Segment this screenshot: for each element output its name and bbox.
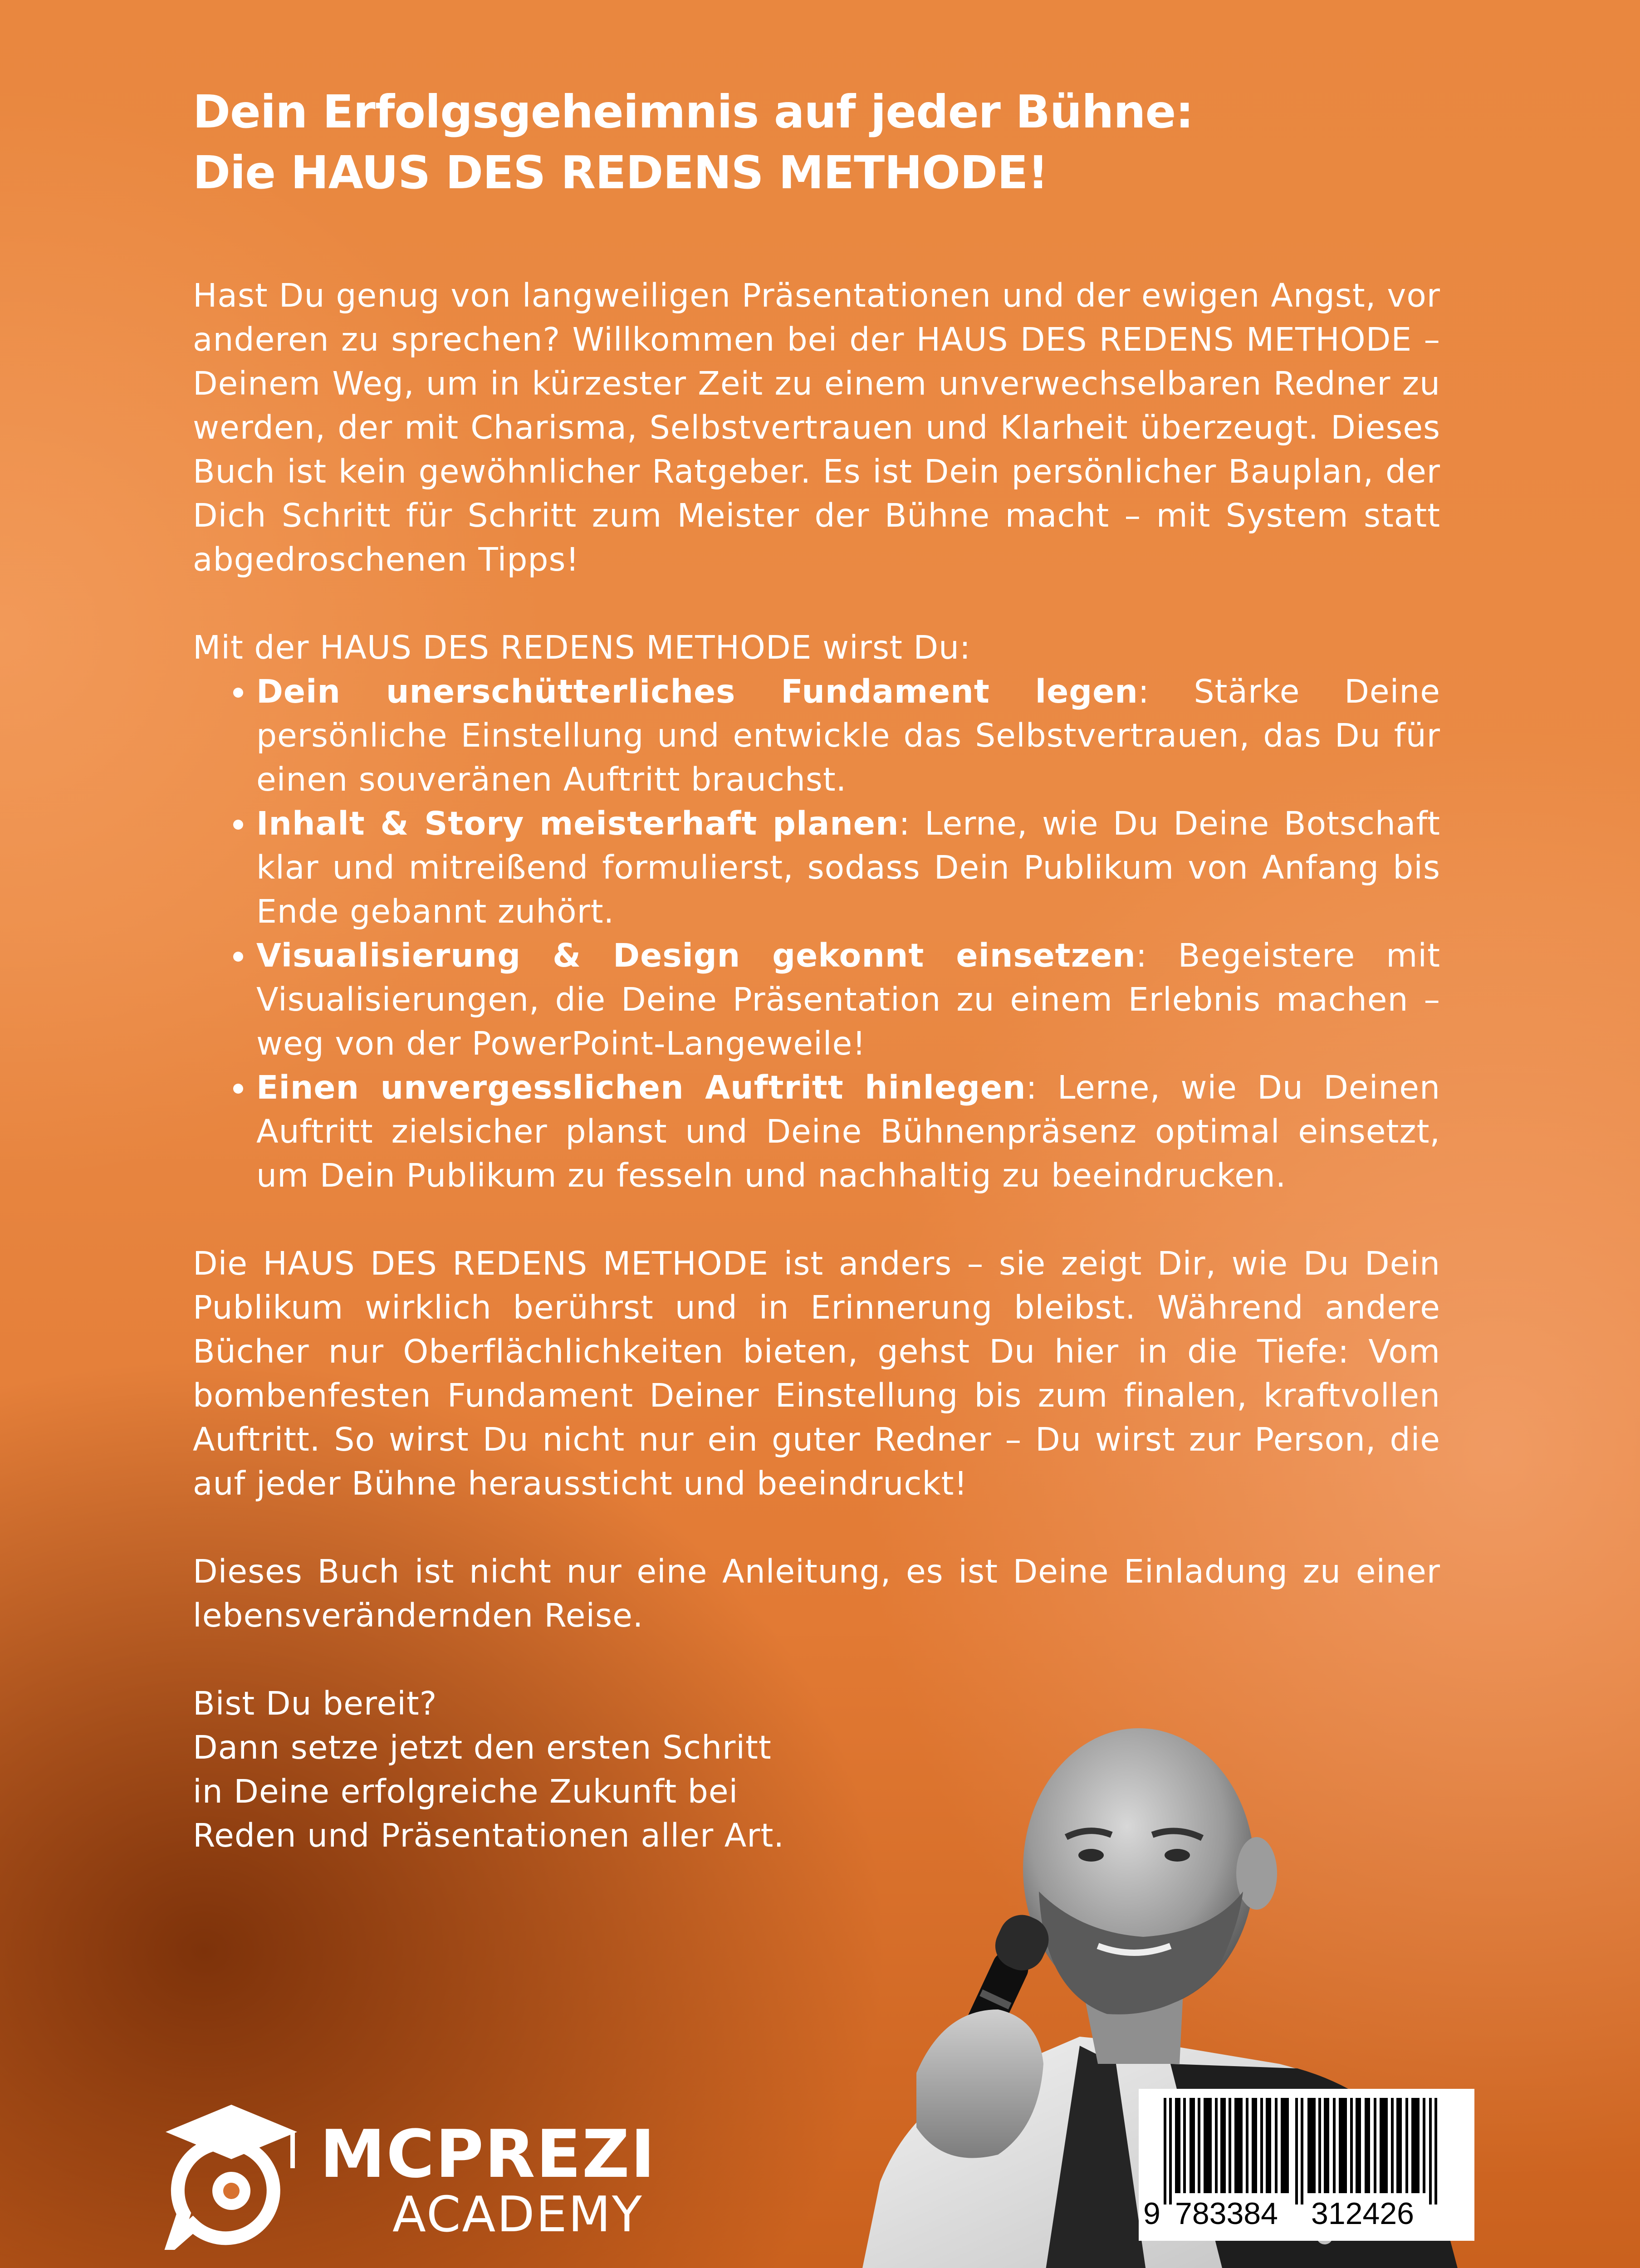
feature-text: : Stärke Deine persönliche Einstellung und entwickle das Selbstvertrauen, das Du für einen souveränen Auftritt brauchst.	[256, 673, 1440, 798]
difference-paragraph: Die HAUS DES REDENS METHODE ist anders – sie zeigt Dir, wie Du Dein Publikum wirklich berührst und in Erinnerung bleibst. Während andere Bücher nur Oberflächlichkeiten bieten, gehst Du hier in die Tiefe: Vom bombenfesten Fundament Deiner Einstellung bis zum finalen, kraftvollen Auftritt. So wirst Du nicht nur ein guter Redner – Du wirst zur Person, die auf jeder Bühne heraussticht und beeindruckt!	[193, 1245, 1440, 1502]
feature-title: Inhalt & Story meisterhaft planen	[256, 805, 899, 842]
feature-text: : Lerne, wie Du Deine Botschaft klar und mitreißend formulierst, sodass Dein Publikum von Anfang bis Ende gebannt zuhört.	[256, 805, 1440, 930]
closing-line-2: Dann setze jetzt den ersten Schritt	[193, 1729, 772, 1766]
barcode-group-2: 312426	[1311, 2196, 1414, 2231]
closing-line-4: Reden und Präsentationen aller Art.	[193, 1817, 784, 1854]
barcode-digits	[1143, 2195, 1470, 2232]
graduation-cap-speech-icon	[157, 2100, 306, 2250]
headline-line-2: Die HAUS DES REDENS METHODE!	[193, 146, 1048, 199]
logo-name: MCPREZI	[320, 2116, 656, 2193]
feature-title: Visualisierung & Design gekonnt einsetzen	[256, 937, 1136, 974]
closing-line-1: Bist Du bereit?	[193, 1685, 437, 1722]
feature-item	[256, 670, 1440, 802]
closing-line-3: in Deine erfolgreiche Zukunft bei	[193, 1773, 739, 1810]
feature-item	[256, 934, 1440, 1066]
back-cover-text	[193, 82, 1440, 1857]
list-lead: Mit der HAUS DES REDENS METHODE wirst Du:	[193, 629, 971, 666]
feature-text: : Begeistere mit Visualisierungen, die Deine Präsentation zu einem Erlebnis machen – weg von der PowerPoint-Langeweile!	[256, 937, 1441, 1062]
intro-paragraph: Hast Du genug von langweiligen Präsentationen und der ewigen Angst, vor anderen zu sprechen? Willkommen bei der HAUS DES REDENS METHODE – Deinem Weg, um in kürzester Zeit zu einem unverwechselbaren Redner zu werden, der mit Charisma, Selbstvertrauen und Klarheit überzeugt. Dieses Buch ist kein gewöhnlicher Ratgeber. Es ist Dein persönlicher Bauplan, der Dich Schritt für Schritt zum Meister der Bühne macht – mit System statt abgedroschenen Tipps!	[193, 277, 1440, 578]
headline	[193, 82, 1440, 203]
barcode-group-1: 783384	[1175, 2196, 1278, 2231]
feature-text: : Lerne, wie Du Deinen Auftritt zielsicher planst und Deine Bühnenpräsenz optimal einsetzt, um Dein Publikum zu fesseln und nachhaltig zu beeindrucken.	[256, 1069, 1440, 1194]
feature-list	[193, 670, 1440, 1198]
headline-line-1: Dein Erfolgsgeheimnis auf jeder Bühne:	[193, 85, 1194, 138]
barcode-first-digit: 9	[1143, 2196, 1160, 2231]
mcprezi-academy-logo	[157, 2100, 701, 2250]
feature-item	[256, 1066, 1440, 1198]
logo-subtitle: ACADEMY	[392, 2186, 643, 2243]
feature-title: Dein unerschütterliches Fundament legen	[256, 673, 1138, 710]
isbn-barcode	[1139, 2089, 1474, 2241]
invitation-paragraph: Dieses Buch ist nicht nur eine Anleitung, es ist Deine Einladung zu einer lebensverändernden Reise.	[193, 1553, 1440, 1634]
feature-title: Einen unvergesslichen Auftritt hinlegen	[256, 1069, 1026, 1106]
feature-item	[256, 802, 1440, 934]
